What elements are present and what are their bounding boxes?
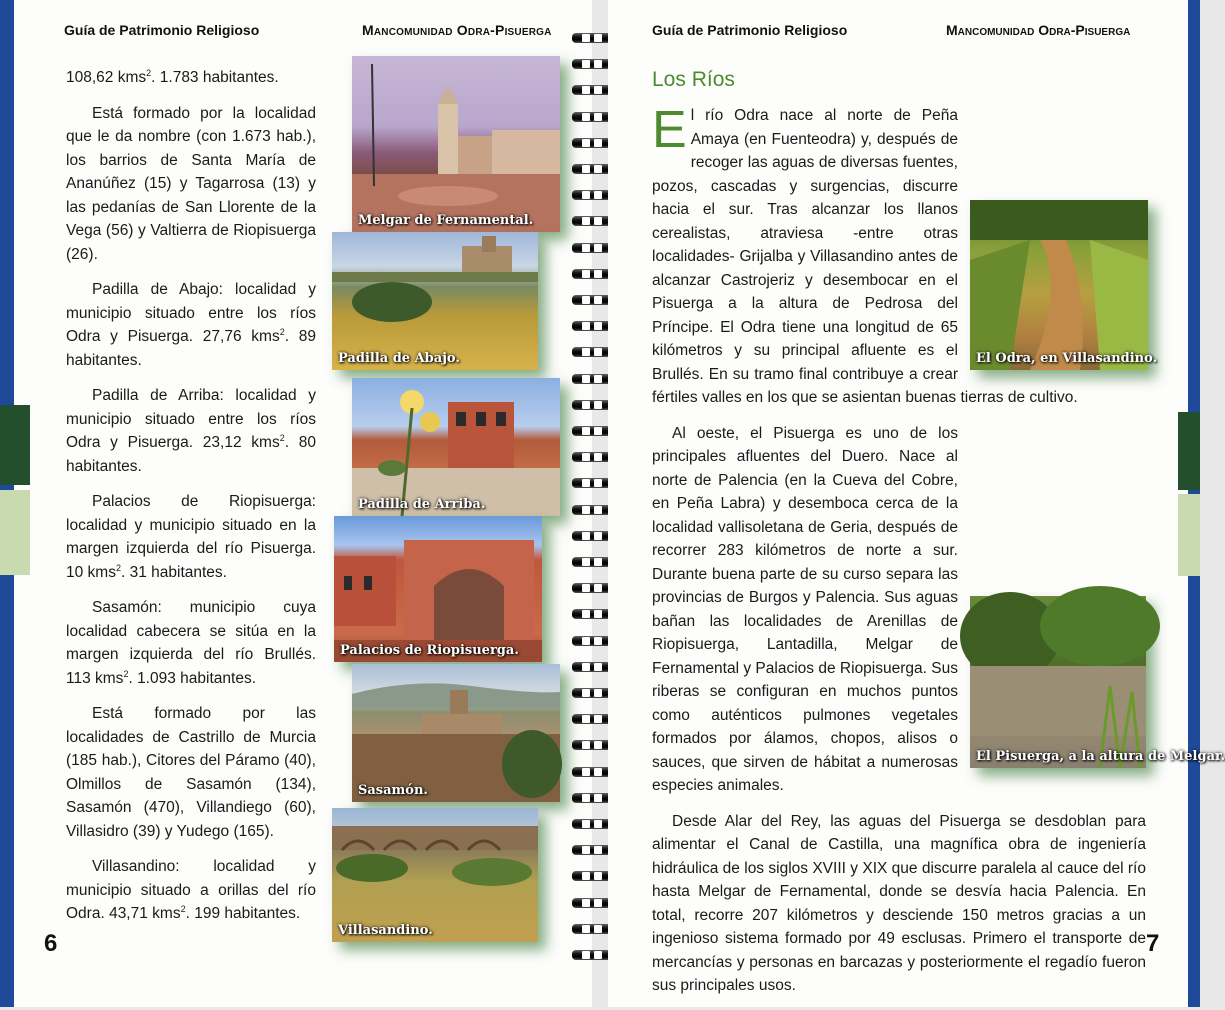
left-paragraph	[66, 66, 316, 90]
superscript: 2	[279, 326, 285, 337]
paragraph-text: . 1.783 habitantes.	[151, 69, 279, 86]
left-paragraph	[66, 384, 316, 478]
left-text-column	[66, 66, 316, 938]
paragraph-text: Padilla de Arriba: localidad y municipio situado entre los ríos Odra y Pisuerga. 23,12 kms	[66, 387, 316, 451]
paragraph-text: Villasandino: localidad y municipio situado a orillas del río Odra. 43,71 kms	[66, 858, 316, 922]
photo-caption: Padilla de Arriba.	[358, 497, 486, 512]
running-header-title: Guía de Patrimonio Religioso	[64, 22, 260, 38]
superscript: 2	[279, 432, 285, 443]
paragraph-text: Sasamón: municipio cuya localidad cabecera se sitúa en la margen izquierda del río Brullés. 113 kms	[66, 599, 316, 687]
town-illustration	[352, 664, 560, 802]
left-paragraph	[66, 278, 316, 372]
church-illustration	[352, 56, 560, 232]
drop-cap: E	[652, 101, 687, 159]
paragraph-text: Está formado por la localidad que le da nombre (con 1.673 hab.), los barrios de Santa María de Ananúñez (15) y Tagarrosa (13) y las pedanías de San Llorente de la Vega (56) y Valtierra de Riopisuerga (26).	[66, 104, 316, 263]
section-tab-dark	[0, 405, 30, 485]
running-header-region: Mancomunidad Odra-Pisuerga	[946, 22, 1131, 38]
section-tab-dark	[1178, 412, 1200, 490]
superscript: 2	[180, 903, 186, 914]
running-header-region: Mancomunidad Odra-Pisuerga	[362, 22, 552, 38]
left-page	[0, 0, 592, 1007]
paragraph-text: . 31 habitantes.	[120, 563, 227, 581]
superscript: 2	[115, 562, 121, 573]
photo-palacios	[334, 516, 542, 662]
paragraph-text: . 199 habitantes.	[185, 905, 301, 922]
house-flowers-illustration	[352, 378, 560, 516]
photo-melgar	[352, 56, 560, 232]
superscript: 2	[146, 67, 152, 78]
photo-sasamon	[352, 664, 560, 802]
paragraph-text: 108,62 kms	[66, 69, 147, 86]
photo-caption: Melgar de Fernamental.	[358, 213, 534, 228]
photo-caption: El Odra, en Villasandino.	[976, 351, 1158, 366]
section-title: Los Ríos	[652, 68, 735, 91]
stream-illustration	[970, 200, 1148, 370]
photo-caption: Padilla de Abajo.	[338, 351, 460, 366]
left-paragraph	[66, 490, 316, 584]
running-header-title: Guía de Patrimonio Religioso	[652, 22, 848, 38]
paragraph-odra: l río Odra nace al norte de Peña Amaya (en Fuenteodra) y, después de recoger las aguas de diversas fuentes, pozos, cascadas y surgencias, discurre hacia el sur. Tras alcanzar los llanos cerealistas, atraviesa -entre otras localidades- Grijalba y Villasandino antes de alcanzar Castrojeriz y desembocar en el Pisuerga a la altura de Pedrosa del Príncipe. El Odra tiene una longitud de 65 kilómetros y su principal afluente es el Brullés. En su tramo final contribuye a crear fértiles valles en los que se asientan buenas tierras de cultivo.	[652, 107, 1078, 406]
photo-caption: Palacios de Riopisuerga.	[340, 643, 519, 658]
photo-caption: El Pisuerga, a la altura de Melgar.	[976, 749, 1225, 764]
paragraph-text: Está formado por las localidades de Castrillo de Murcia (185 hab.), Citores del Páramo (40), Olmillos de Sasamón (134), Sasamón (470), Villandiego (60), Villasidro (39) y Yudego (165).	[66, 705, 316, 840]
superscript: 2	[123, 668, 129, 679]
page-number-left: 6	[44, 930, 58, 957]
paragraph-text: Palacios de Riopisuerga: localidad y municipio situado en la margen izquierda del río Pisuerga. 10 kms	[66, 493, 316, 581]
photo-padilla-abajo	[332, 232, 538, 370]
section-tab-light	[1178, 494, 1200, 576]
village-illustration	[332, 232, 538, 370]
paragraph-pisuerga: Al oeste, el Pisuerga es uno de los principales afluentes del Duero. Nace al norte de Palencia (en la Cueva del Cobre, en Peña Labra) y desemboca cerca de la localidad vallisoletana de Geria, después de recorrer 283 kilómetros de norte a sur. Durante buena parte de su curso separa las provincias de Burgos y Palencia. Sus aguas bañan las localidades de Arenillas de Riopisuerga, Lantadilla, Melgar de Fernamental y Palacios de Riopisuerga. Sus riberas se configuran en muchos puntos como auténticos pulmones vegetales formados por álamos, chopos, alisos o sauces, que sirven de hábitat a numerosas especies animales.	[652, 424, 958, 794]
left-paragraph	[66, 596, 316, 690]
paragraph-canal: Desde Alar del Rey, las aguas del Pisuerga se desdoblan para alimentar el Canal de Castilla, una magnífica obra de ingeniería hidráulica de los siglos XVIII y XIX que discurre paralela al cauce del río hasta Melgar de Fernamental, donde se desvía hacia Palencia. En total, recorre 207 kilómetros y desciende 150 metros gracias a un ingenioso sistema formado por 49 esclusas. Primero el transporte de mercancías y personas en barcazas y posteriormente el regadío fueron sus principales usos.	[652, 812, 1146, 994]
left-paragraph	[66, 855, 316, 926]
page-number-right: 7	[1146, 930, 1160, 957]
photo-odra-villasandino	[970, 200, 1158, 370]
paragraph-text: . 1.093 habitantes.	[128, 669, 256, 687]
paragraph-text: . 89 habitantes.	[66, 328, 316, 369]
paragraph-text: . 80 habitantes.	[66, 434, 316, 475]
paragraph-text: Padilla de Abajo: localidad y municipio situado entre los ríos Odra y Pisuerga. 27,76 kms	[66, 281, 316, 345]
photo-villasandino	[332, 808, 538, 942]
photo-caption: Sasamón.	[358, 783, 428, 798]
section-tab-light	[0, 490, 30, 575]
bridge-illustration	[332, 808, 538, 942]
photo-padilla-arriba	[352, 378, 560, 516]
arch-gate-illustration	[334, 516, 542, 662]
photo-caption: Villasandino.	[338, 923, 433, 938]
photo-pisuerga-melgar	[970, 596, 1225, 768]
left-paragraph	[66, 702, 316, 843]
left-paragraph	[66, 102, 316, 267]
river-illustration	[970, 596, 1146, 768]
